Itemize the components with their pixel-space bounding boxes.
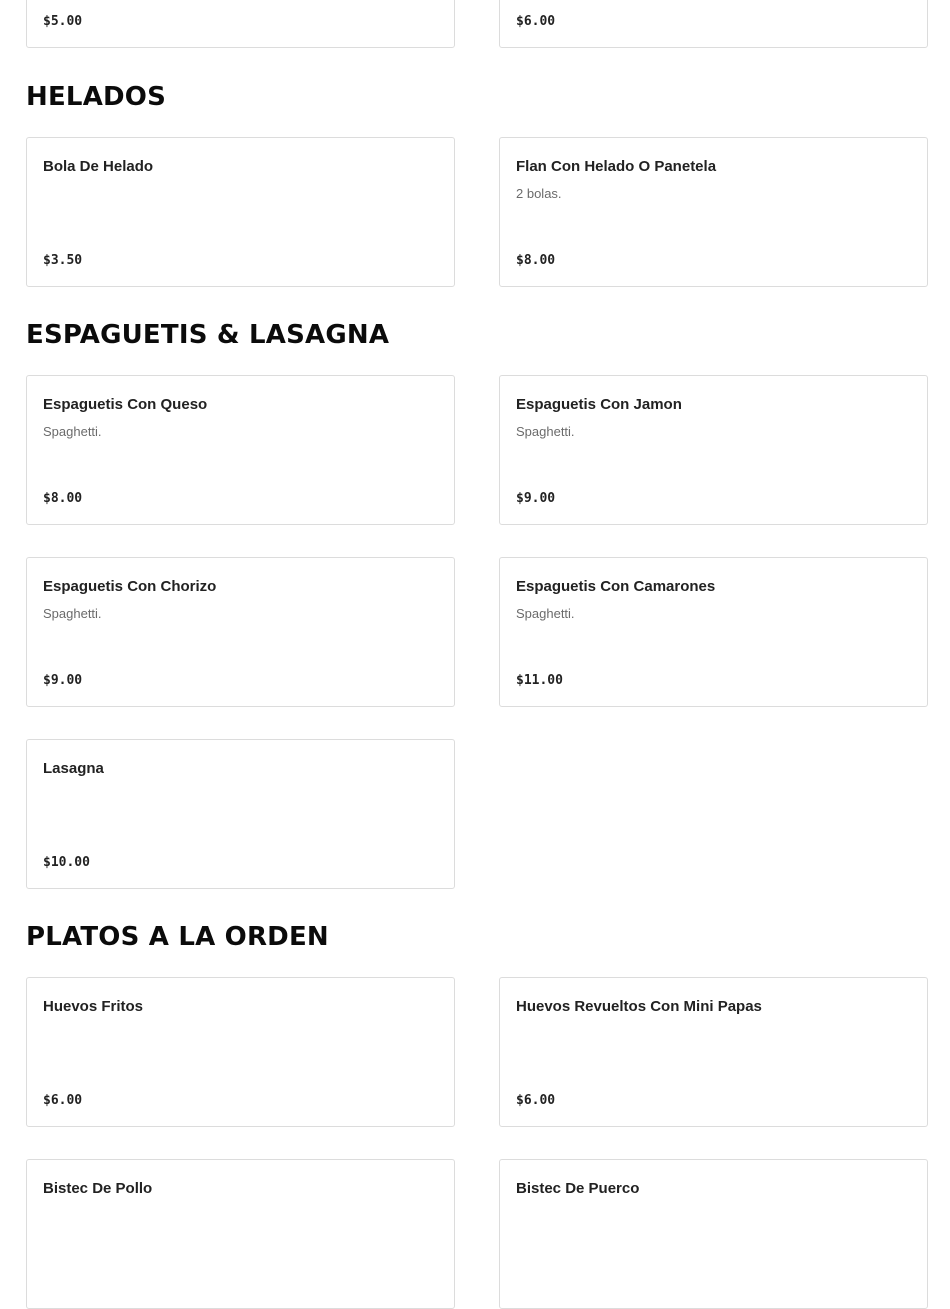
item-price: $6.00	[43, 1093, 83, 1108]
menu-item-card[interactable]	[499, 0, 928, 48]
item-price: $9.00	[43, 673, 83, 688]
section-title-espaguetis: ESPAGUETIS & LASAGNA	[26, 320, 390, 350]
item-price: $3.50	[43, 253, 83, 268]
menu-item-card[interactable]	[26, 137, 455, 287]
item-name: Bola De Helado	[43, 158, 154, 175]
item-name: Huevos Fritos	[43, 998, 144, 1015]
item-name: Espaguetis Con Jamon	[516, 396, 682, 413]
item-name: Huevos Revueltos Con Mini Papas	[516, 998, 762, 1015]
item-price: $8.00	[516, 253, 556, 268]
item-name: Flan Con Helado O Panetela	[516, 158, 717, 175]
item-price: $5.00	[43, 14, 83, 29]
menu-item-card[interactable]	[26, 739, 455, 889]
item-name: Bistec De Puerco	[516, 1180, 640, 1197]
item-name: Bistec De Pollo	[43, 1180, 153, 1197]
item-price: $10.00	[43, 855, 90, 870]
section-title-helados: HELADOS	[26, 82, 167, 112]
item-name: Espaguetis Con Chorizo	[43, 578, 217, 595]
menu-item-card[interactable]	[26, 0, 455, 48]
item-description: Spaghetti.	[43, 424, 102, 439]
menu-item-card[interactable]	[499, 1159, 928, 1309]
item-description: 2 bolas.	[516, 186, 562, 201]
item-name: Espaguetis Con Queso	[43, 396, 208, 413]
item-description: Spaghetti.	[516, 424, 575, 439]
menu-item-card[interactable]	[499, 557, 928, 707]
menu-item-card[interactable]	[499, 137, 928, 287]
item-name: Espaguetis Con Camarones	[516, 578, 716, 595]
item-description: Spaghetti.	[516, 606, 575, 621]
menu-item-card[interactable]	[26, 375, 455, 525]
item-price: $8.00	[43, 491, 83, 506]
item-description: Spaghetti.	[43, 606, 102, 621]
menu-item-card[interactable]	[499, 977, 928, 1127]
menu-item-card[interactable]	[26, 1159, 455, 1309]
menu-item-card[interactable]	[26, 557, 455, 707]
item-price: $6.00	[516, 14, 556, 29]
item-name: Lasagna	[43, 760, 104, 777]
menu-item-card[interactable]	[26, 977, 455, 1127]
section-title-platos: PLATOS A LA ORDEN	[26, 922, 329, 952]
menu-item-card[interactable]	[499, 375, 928, 525]
item-price: $9.00	[516, 491, 556, 506]
item-price: $11.00	[516, 673, 563, 688]
item-price: $6.00	[516, 1093, 556, 1108]
